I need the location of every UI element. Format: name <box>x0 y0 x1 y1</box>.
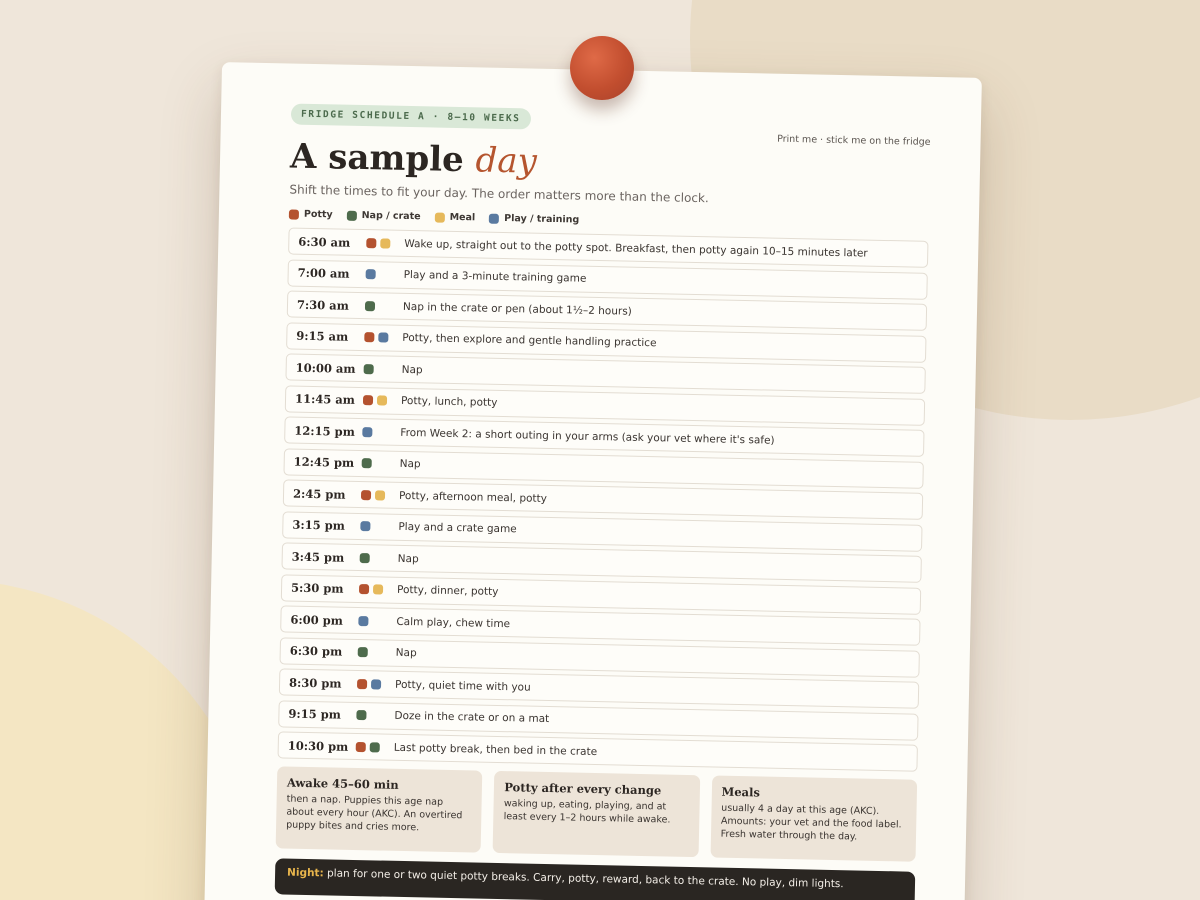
potty-swatch-icon <box>289 209 299 219</box>
meal-dot-icon <box>380 238 390 248</box>
schedule-activity: Potty, afternoon meal, potty <box>398 489 548 505</box>
nap-swatch-icon <box>347 210 357 220</box>
legend-item-meal <box>435 212 476 224</box>
tip-card <box>710 775 917 861</box>
schedule-activity: Doze in the crate or on a mat <box>394 709 550 726</box>
push-pin-icon <box>570 36 634 100</box>
title-accent: day <box>475 140 538 182</box>
category-dots <box>360 521 398 532</box>
category-dots <box>358 647 396 658</box>
category-dots <box>366 238 404 249</box>
category-dots <box>358 616 396 627</box>
schedule-activity: Nap in the crate or pen (about 1½–2 hours) <box>402 300 632 318</box>
potty-dot-icon <box>361 490 371 500</box>
potty-dot-icon <box>364 332 374 342</box>
tip-card-title: Meals <box>721 784 761 800</box>
print-note: Print me · stick me on the fridge <box>777 133 931 148</box>
tip-card-text: then a nap. Puppies this age nap about every hour (AKC). An overtired puppy bites and cries more. <box>286 793 463 834</box>
schedule-time: 10:30 pm <box>287 738 349 754</box>
schedule-activity: Wake up, straight out to the potty spot. Breakfast, then potty again 10–15 minutes later <box>404 237 868 260</box>
schedule-activity: Last potty break, then bed in the crate <box>393 741 598 758</box>
schedule-tag: FRIDGE SCHEDULE A · 8–10 WEEKS <box>291 103 531 129</box>
category-dots <box>361 490 399 501</box>
legend-label: Play / training <box>504 212 580 226</box>
legend-label: Nap / crate <box>361 209 421 223</box>
legend-item-potty <box>289 208 333 220</box>
night-text: plan for one or two quiet potty breaks. Carry, potty, reward, back to the crate. No play, dim lights. <box>323 867 844 891</box>
play-swatch-icon <box>489 213 499 223</box>
schedule-time: 2:45 pm <box>292 486 346 502</box>
category-dots <box>357 679 395 690</box>
category-dots <box>366 269 404 280</box>
schedule-time: 3:15 pm <box>292 517 346 533</box>
schedule-time: 10:00 am <box>295 360 356 376</box>
play-dot-icon <box>362 427 372 437</box>
schedule-activity: Potty, then explore and gentle handling practice <box>402 331 657 350</box>
legend-label: Potty <box>303 208 333 221</box>
schedule-time: 6:30 pm <box>289 643 343 659</box>
legend-item-nap <box>347 210 421 223</box>
nap-dot-icon <box>362 458 372 468</box>
schedule-time: 3:45 pm <box>291 549 345 565</box>
play-dot-icon <box>378 332 388 342</box>
category-dots <box>362 427 400 438</box>
category-dots <box>364 332 402 343</box>
category-dots <box>365 301 403 312</box>
schedule-time: 6:00 pm <box>290 612 344 628</box>
schedule-sheet <box>203 62 982 900</box>
schedule-time: 11:45 am <box>294 391 356 407</box>
nap-dot-icon <box>364 364 374 374</box>
nap-dot-icon <box>356 710 366 720</box>
schedule-activity: Play and a 3-minute training game <box>403 268 587 285</box>
schedule-time: 12:15 pm <box>294 423 355 439</box>
schedule-activity: Nap <box>395 646 417 660</box>
schedule-activity: Nap <box>399 457 421 471</box>
schedule-time: 12:45 pm <box>293 454 355 470</box>
schedule-activity: Calm play, chew time <box>396 615 511 630</box>
potty-dot-icon <box>356 741 366 751</box>
sheet-content <box>275 101 931 900</box>
schedule-time: 5:30 pm <box>290 580 344 596</box>
schedule-activity: From Week 2: a short outing in your arms (ask your vet where it's safe) <box>400 426 775 447</box>
play-dot-icon <box>358 616 368 626</box>
tip-card-title: Awake 45–60 min <box>286 775 399 792</box>
potty-dot-icon <box>366 238 376 248</box>
page-subtitle: Shift the times to fit your day. The order matters more than the clock. <box>289 182 709 206</box>
night-note <box>275 858 916 900</box>
category-dots <box>362 458 400 469</box>
schedule-time: 7:30 am <box>296 297 350 313</box>
tip-card-text: waking up, eating, playing, and at least every 1–2 hours while awake. <box>503 798 671 826</box>
meal-dot-icon <box>375 490 385 500</box>
schedule-time: 9:15 pm <box>288 706 342 722</box>
tip-card <box>276 766 483 852</box>
play-dot-icon <box>371 679 381 689</box>
category-dots <box>356 710 394 721</box>
legend-label: Meal <box>449 211 476 224</box>
potty-dot-icon <box>359 584 369 594</box>
category-dots <box>364 364 402 375</box>
legend-item-play <box>489 213 579 226</box>
schedule-activity: Nap <box>401 363 423 376</box>
schedule-list <box>278 227 929 771</box>
schedule-time: 7:00 am <box>297 265 350 281</box>
category-dots <box>359 584 397 595</box>
potty-dot-icon <box>363 395 373 405</box>
tip-card-title: Potty after every change <box>504 780 662 798</box>
night-label: Night: <box>286 866 324 880</box>
tip-card-text: usually 4 a day at this age (AKC). Amounts: your vet and the food label. Fresh water through the day. <box>720 802 902 843</box>
schedule-activity: Potty, dinner, potty <box>396 583 499 598</box>
title-main: A sample <box>289 136 465 181</box>
tip-card <box>493 771 700 857</box>
meal-dot-icon <box>373 584 383 594</box>
meal-dot-icon <box>377 395 387 405</box>
schedule-activity: Nap <box>397 552 419 565</box>
category-dots <box>356 741 394 752</box>
schedule-activity: Potty, lunch, potty <box>400 394 498 409</box>
category-dots <box>363 395 401 406</box>
nap-dot-icon <box>370 742 380 752</box>
nap-dot-icon <box>358 647 368 657</box>
schedule-time: 8:30 pm <box>288 675 342 691</box>
nap-dot-icon <box>360 553 370 563</box>
play-dot-icon <box>360 521 370 531</box>
schedule-activity: Potty, quiet time with you <box>394 678 531 694</box>
play-dot-icon <box>366 269 376 279</box>
tip-cards <box>276 766 918 861</box>
nap-dot-icon <box>365 301 375 311</box>
schedule-time: 9:15 am <box>296 328 349 344</box>
category-dots <box>360 553 398 564</box>
schedule-activity: Play and a crate game <box>398 520 517 536</box>
meal-swatch-icon <box>435 212 445 222</box>
potty-dot-icon <box>357 679 367 689</box>
schedule-time: 6:30 am <box>298 234 351 250</box>
